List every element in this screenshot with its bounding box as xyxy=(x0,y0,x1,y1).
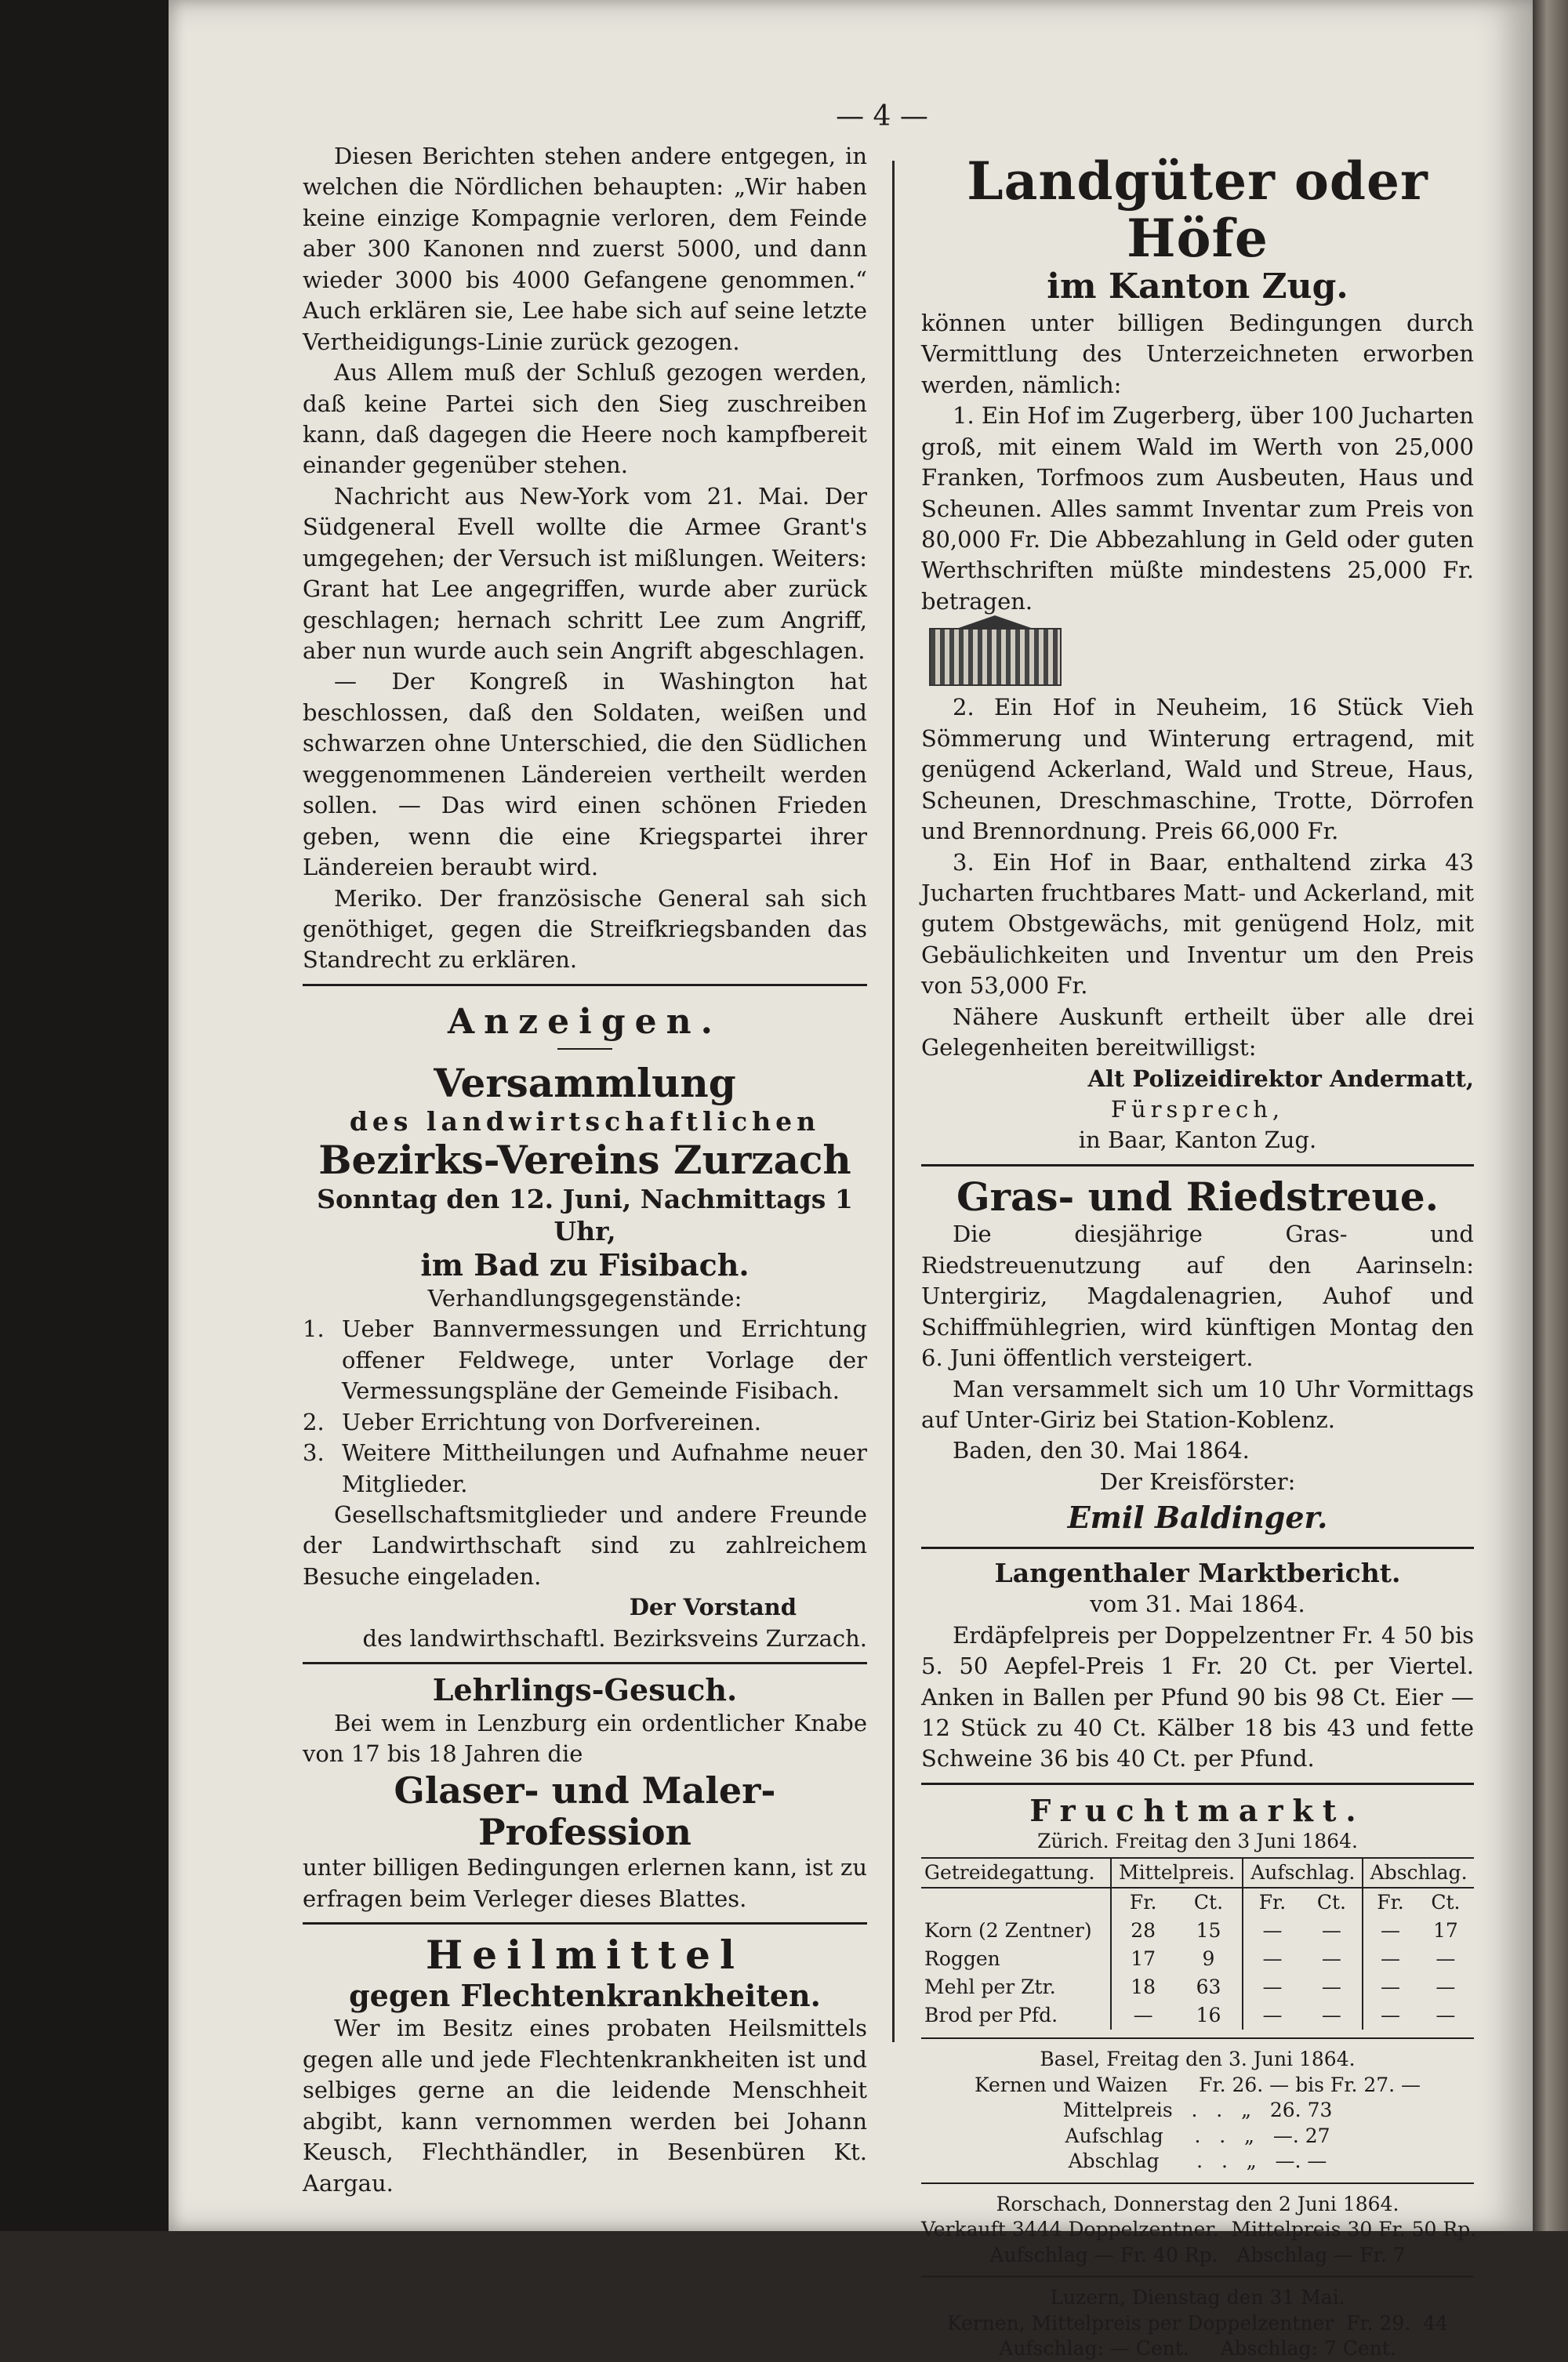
luzern-heading: Luzern, Dienstag den 31 Mai. xyxy=(1050,2286,1345,2309)
short-rule xyxy=(557,1048,612,1050)
farm-item-1 xyxy=(921,401,1474,617)
farm-text-3: 3. Ein Hof in Baar, enthaltend zirka 43 Jucharten fruchtbares Matt- und Ackerland, mit gutem Obstgewächs, mit genügend Holz, mit Gebäulichkeiten und Inventur um den Preis von 53,000 Fr. xyxy=(921,848,1474,1000)
table-header: Aufschlag. xyxy=(1243,1858,1363,1888)
anzeigen-heading: Anzeigen. xyxy=(448,1001,722,1042)
table-row: Mehl per Ztr. 18 63 — — — — xyxy=(921,1973,1474,2001)
gras-title: Gras- und Riedstreue. xyxy=(956,1173,1439,1220)
table-row: Korn (2 Zentner) 28 15 — — — 17 xyxy=(921,1917,1474,1945)
luzern-report xyxy=(921,2285,1474,2362)
lehrling-ad xyxy=(303,1672,867,1914)
gras-ad xyxy=(921,1174,1474,1539)
news-paragraph-2: Aus Allem muß der Schluß gezogen werden, daß keine Partei sich den Sieg zuschreiben kann, daß dagegen die Heere noch kampfbereit einander gegenüber stehen. xyxy=(303,359,867,479)
news-paragraph-4: — Der Kongreß in Washington hat beschlossen, daß den Soldaten, weißen und schwarzen ohne Unterschied, die den Südlichen weggenommenen Ländereien vertheilt werden sollen. — Das wird einen schönen Frieden geben, wenn die eine Kriegspartei ihrer Ländereien beraubt wird. xyxy=(303,668,867,881)
fruchtmarkt xyxy=(921,1792,1477,2362)
zurich-heading: Zürich. Freitag den 3 Juni 1864. xyxy=(1037,1829,1358,1852)
basel-line: Abschlag . . „ —. — xyxy=(1068,2150,1327,2172)
topics-list xyxy=(303,1314,867,1500)
lehrling-text2: unter billigen Bedingungen erlernen kann, ist zu erfragen beim Verleger dieses Blattes. xyxy=(303,1854,867,1912)
section-rule xyxy=(921,2276,1474,2277)
list-item: 1. Ueber Bannvermessungen und Errichtung offener Feldwege, unter Vorlage der Vermessungspläne der Gemeinde Fisibach. xyxy=(303,1315,867,1405)
landgueter-sign3: in Baar, Kanton Zug. xyxy=(1078,1127,1317,1154)
luzern-line: Aufschlag: — Cent. Abschlag: 7 Cent. xyxy=(999,2337,1396,2360)
news-paragraph-5: Meriko. Der französische General sah sich genöthiget, gegen die Streifkriegsbanden das Standrecht zu erklären. xyxy=(303,884,867,974)
table-subheader: Ct. xyxy=(1431,1891,1461,1914)
rorschach-report xyxy=(921,2192,1477,2269)
langenthal-title: Langenthaler Marktbericht. xyxy=(994,1558,1401,1589)
right-column xyxy=(921,151,1477,2362)
versammlung-ad xyxy=(303,1061,867,1655)
section-rule xyxy=(921,1164,1474,1166)
versammlung-sub2: Bezirks-Vereins Zurzach xyxy=(318,1137,851,1184)
section-rule xyxy=(303,1922,867,1925)
table-header: Abschlag. xyxy=(1363,1858,1474,1888)
farmhouse-illustration-icon xyxy=(929,628,1062,686)
versammlung-sub1: des landwirtschaftlichen xyxy=(349,1106,821,1137)
gras-sign2: Emil Baldinger. xyxy=(1067,1500,1328,1536)
landgueter-info: Nähere Auskunft ertheilt über alle drei Gelegenheiten bereitwilligst: xyxy=(921,1003,1474,1061)
section-rule xyxy=(921,1547,1474,1549)
heilmittel-sub: gegen Flechtenkrankheiten. xyxy=(349,1977,821,2013)
table-subheader: Fr. xyxy=(1363,1888,1417,1917)
landgueter-intro: können unter billigen Bedingungen durch Vermittlung des Unterzeichneten erworben werden, nämlich: xyxy=(921,309,1474,398)
lehrling-title: Lehrlings-Gesuch. xyxy=(432,1672,738,1708)
landgueter-sign1: Alt Polizeidirektor Andermatt, xyxy=(1087,1065,1474,1092)
table-subheader: Fr. xyxy=(1243,1888,1301,1917)
langenthal-report xyxy=(921,1557,1474,1775)
rorschach-line: Aufschlag — Fr. 40 Rp. Abschlag — Fr. 7 xyxy=(989,2243,1406,2266)
left-column xyxy=(303,141,867,2199)
column-divider xyxy=(892,161,895,2042)
table-row: Roggen 17 9 — — — — xyxy=(921,1945,1474,1973)
farm-text-2: 2. Ein Hof in Neuheim, 16 Stück Vieh Sömmerung und Winterung ertragend, mit genügend Ackerland, Wald und Streue, Haus, Scheunen, Dreschmaschine, Trotte, Dörrofen und Brennordnung. Preis 66,000 Fr. xyxy=(921,694,1474,845)
next-page-edge xyxy=(1533,0,1568,2231)
gras-text2: Man versammelt sich um 10 Uhr Vormittags auf Unter-Giriz bei Station-Koblenz. xyxy=(921,1375,1474,1434)
section-rule xyxy=(303,984,867,986)
rorschach-line: Verkauft 3444 Doppelzentner. Mittelpreis 30 Fr. 50 Rp. xyxy=(921,2218,1477,2240)
fruchtmarkt-title: Fruchtmarkt. xyxy=(1029,1792,1366,1828)
versammlung-date: Sonntag den 12. Juni, Nachmittags 1 Uhr, xyxy=(317,1183,853,1247)
zurich-price-table xyxy=(921,1857,1474,2030)
topics-heading: Verhandlungsgegenstände: xyxy=(427,1284,742,1312)
farm-text-1: 1. Ein Hof im Zugerberg, über 100 Jucharten groß, mit einem Wald im Werth von 25,000 Franken, Torfmoos zum Ausbeuten, Haus und Scheunen. Alles sammt Inventar zum Preis von 80,000 Fr. Die Abbezahlung in Geld oder guten Werthschriften müßte mindestens 25,000 Fr. betragen. xyxy=(921,402,1474,615)
versammlung-sign2: des landwirthschaftl. Bezirksveins Zurzach. xyxy=(362,1624,867,1652)
lehrling-text: Bei wem in Lenzburg ein ordentlicher Knabe von 17 bis 18 Jahren die xyxy=(303,1709,867,1768)
list-item: 3. Weitere Mittheilungen und Aufnahme neuer Mitglieder. xyxy=(303,1439,867,1497)
page-number: — 4 — xyxy=(836,100,928,132)
versammlung-place: im Bad zu Fisibach. xyxy=(420,1247,750,1283)
gras-date: Baden, den 30. Mai 1864. xyxy=(953,1437,1250,1464)
basel-line: Kernen und Waizen Fr. 26. — bis Fr. 27. — xyxy=(974,2073,1421,2096)
heilmittel-ad xyxy=(303,1932,867,2199)
gras-text: Die diesjährige Gras- und Riedstreuenutzung auf den Aarinseln: Untergiriz, Magdalenagrien, Auhof und Schiffmühlegrien, wird künftigen Montag den 6. Juni öffentlich versteigert. xyxy=(921,1221,1474,1372)
rorschach-heading: Rorschach, Donnerstag den 2 Juni 1864. xyxy=(996,2192,1399,2215)
heilmittel-text: Wer im Besitz eines probaten Heilsmittels gegen alle und jede Flechtenkrankheiten ist und selbiges gerne an die leidende Menschheit abgibt, kann vernommen werden bei Johann Keusch, Flechthändler, in Besenbüren Kt. Aargau. xyxy=(303,2015,867,2197)
lehrling-profession: Glaser- und Maler-Profession xyxy=(394,1769,776,1853)
section-rule xyxy=(303,1662,867,1664)
luzern-line: Kernen, Mittelpreis per Doppelzentner Fr. 29. 44 xyxy=(947,2311,1448,2335)
versammlung-invite: Gesellschaftsmitglieder und andere Freunde der Landwirthschaft sind zu zahlreichem Besuche eingeladen. xyxy=(303,1501,867,1590)
basel-report xyxy=(921,2047,1474,2175)
basel-line: Aufschlag . . „ —. 27 xyxy=(1065,2124,1330,2147)
table-subheader: Fr. xyxy=(1111,1888,1175,1917)
basel-line: Mittelpreis . . „ 26. 73 xyxy=(1062,2099,1333,2121)
table-header: Getreidegattung. xyxy=(921,1858,1111,1888)
table-subheader: Ct. xyxy=(1193,1891,1224,1914)
heilmittel-title: Heilmittel xyxy=(426,1932,744,1979)
table-subheader: Ct. xyxy=(1316,1891,1346,1914)
section-rule xyxy=(921,1783,1474,1785)
table-row: Brod per Pfd. — 16 — — — — xyxy=(921,2001,1474,2030)
gras-sign1: Der Kreisförster: xyxy=(1099,1468,1296,1495)
landgueter-sign2: Fürsprech, xyxy=(1110,1096,1285,1123)
news-paragraph-1: Diesen Berichten stehen andere entgegen, in welchen die Nördlichen behaupten: „Wir haben keine einzige Kompagnie verloren, dem Feinde aber 300 Kanonen nnd zuerst 5000, und dann wieder 3000 bis 4000 Gefangene genommen.“ Auch erklären sie, Lee habe sich auf seine letzte Vertheidigungs-Linie zurück gezogen. xyxy=(303,143,867,355)
langenthal-text: Erdäpfelpreis per Doppelzentner Fr. 4 50 bis 5. 50 Aepfel-Preis 1 Fr. 20 Ct. per Viertel. Anken in Ballen per Pfund 90 bis 98 Ct. Eier — 12 Stück zu 40 Ct. Kälber 18 bis 43 und fette Schweine 36 bis 40 Ct. per Pfund. xyxy=(921,1621,1474,1772)
versammlung-sign1: Der Vorstand xyxy=(629,1594,797,1621)
landgueter-sub: im Kanton Zug. xyxy=(1047,267,1348,307)
basel-heading: Basel, Freitag den 3. Juni 1864. xyxy=(1040,2048,1356,2070)
news-paragraph-3: Nachricht aus New-York vom 21. Mai. Der Südgeneral Evell wollte die Armee Grant's umgegehen; der Versuch ist mißlungen. Weiters: Grant hat Lee angegriffen, wurde aber zurück geschlagen; hernach schritt Lee zum Angriff, aber nun wurde auch sein Angrift abgeschlagen. xyxy=(303,482,867,664)
versammlung-title: Versammlung xyxy=(434,1059,736,1106)
list-item: 2. Ueber Errichtung von Dorfvereinen. xyxy=(303,1408,761,1435)
langenthal-date: vom 31. Mai 1864. xyxy=(1090,1591,1305,1618)
section-rule xyxy=(921,2182,1474,2184)
table-header: Mittelpreis. xyxy=(1111,1858,1243,1888)
landgueter-ad xyxy=(921,153,1474,1156)
section-rule xyxy=(921,2037,1474,2039)
landgueter-title: Landgüter oder Höfe xyxy=(967,151,1428,269)
